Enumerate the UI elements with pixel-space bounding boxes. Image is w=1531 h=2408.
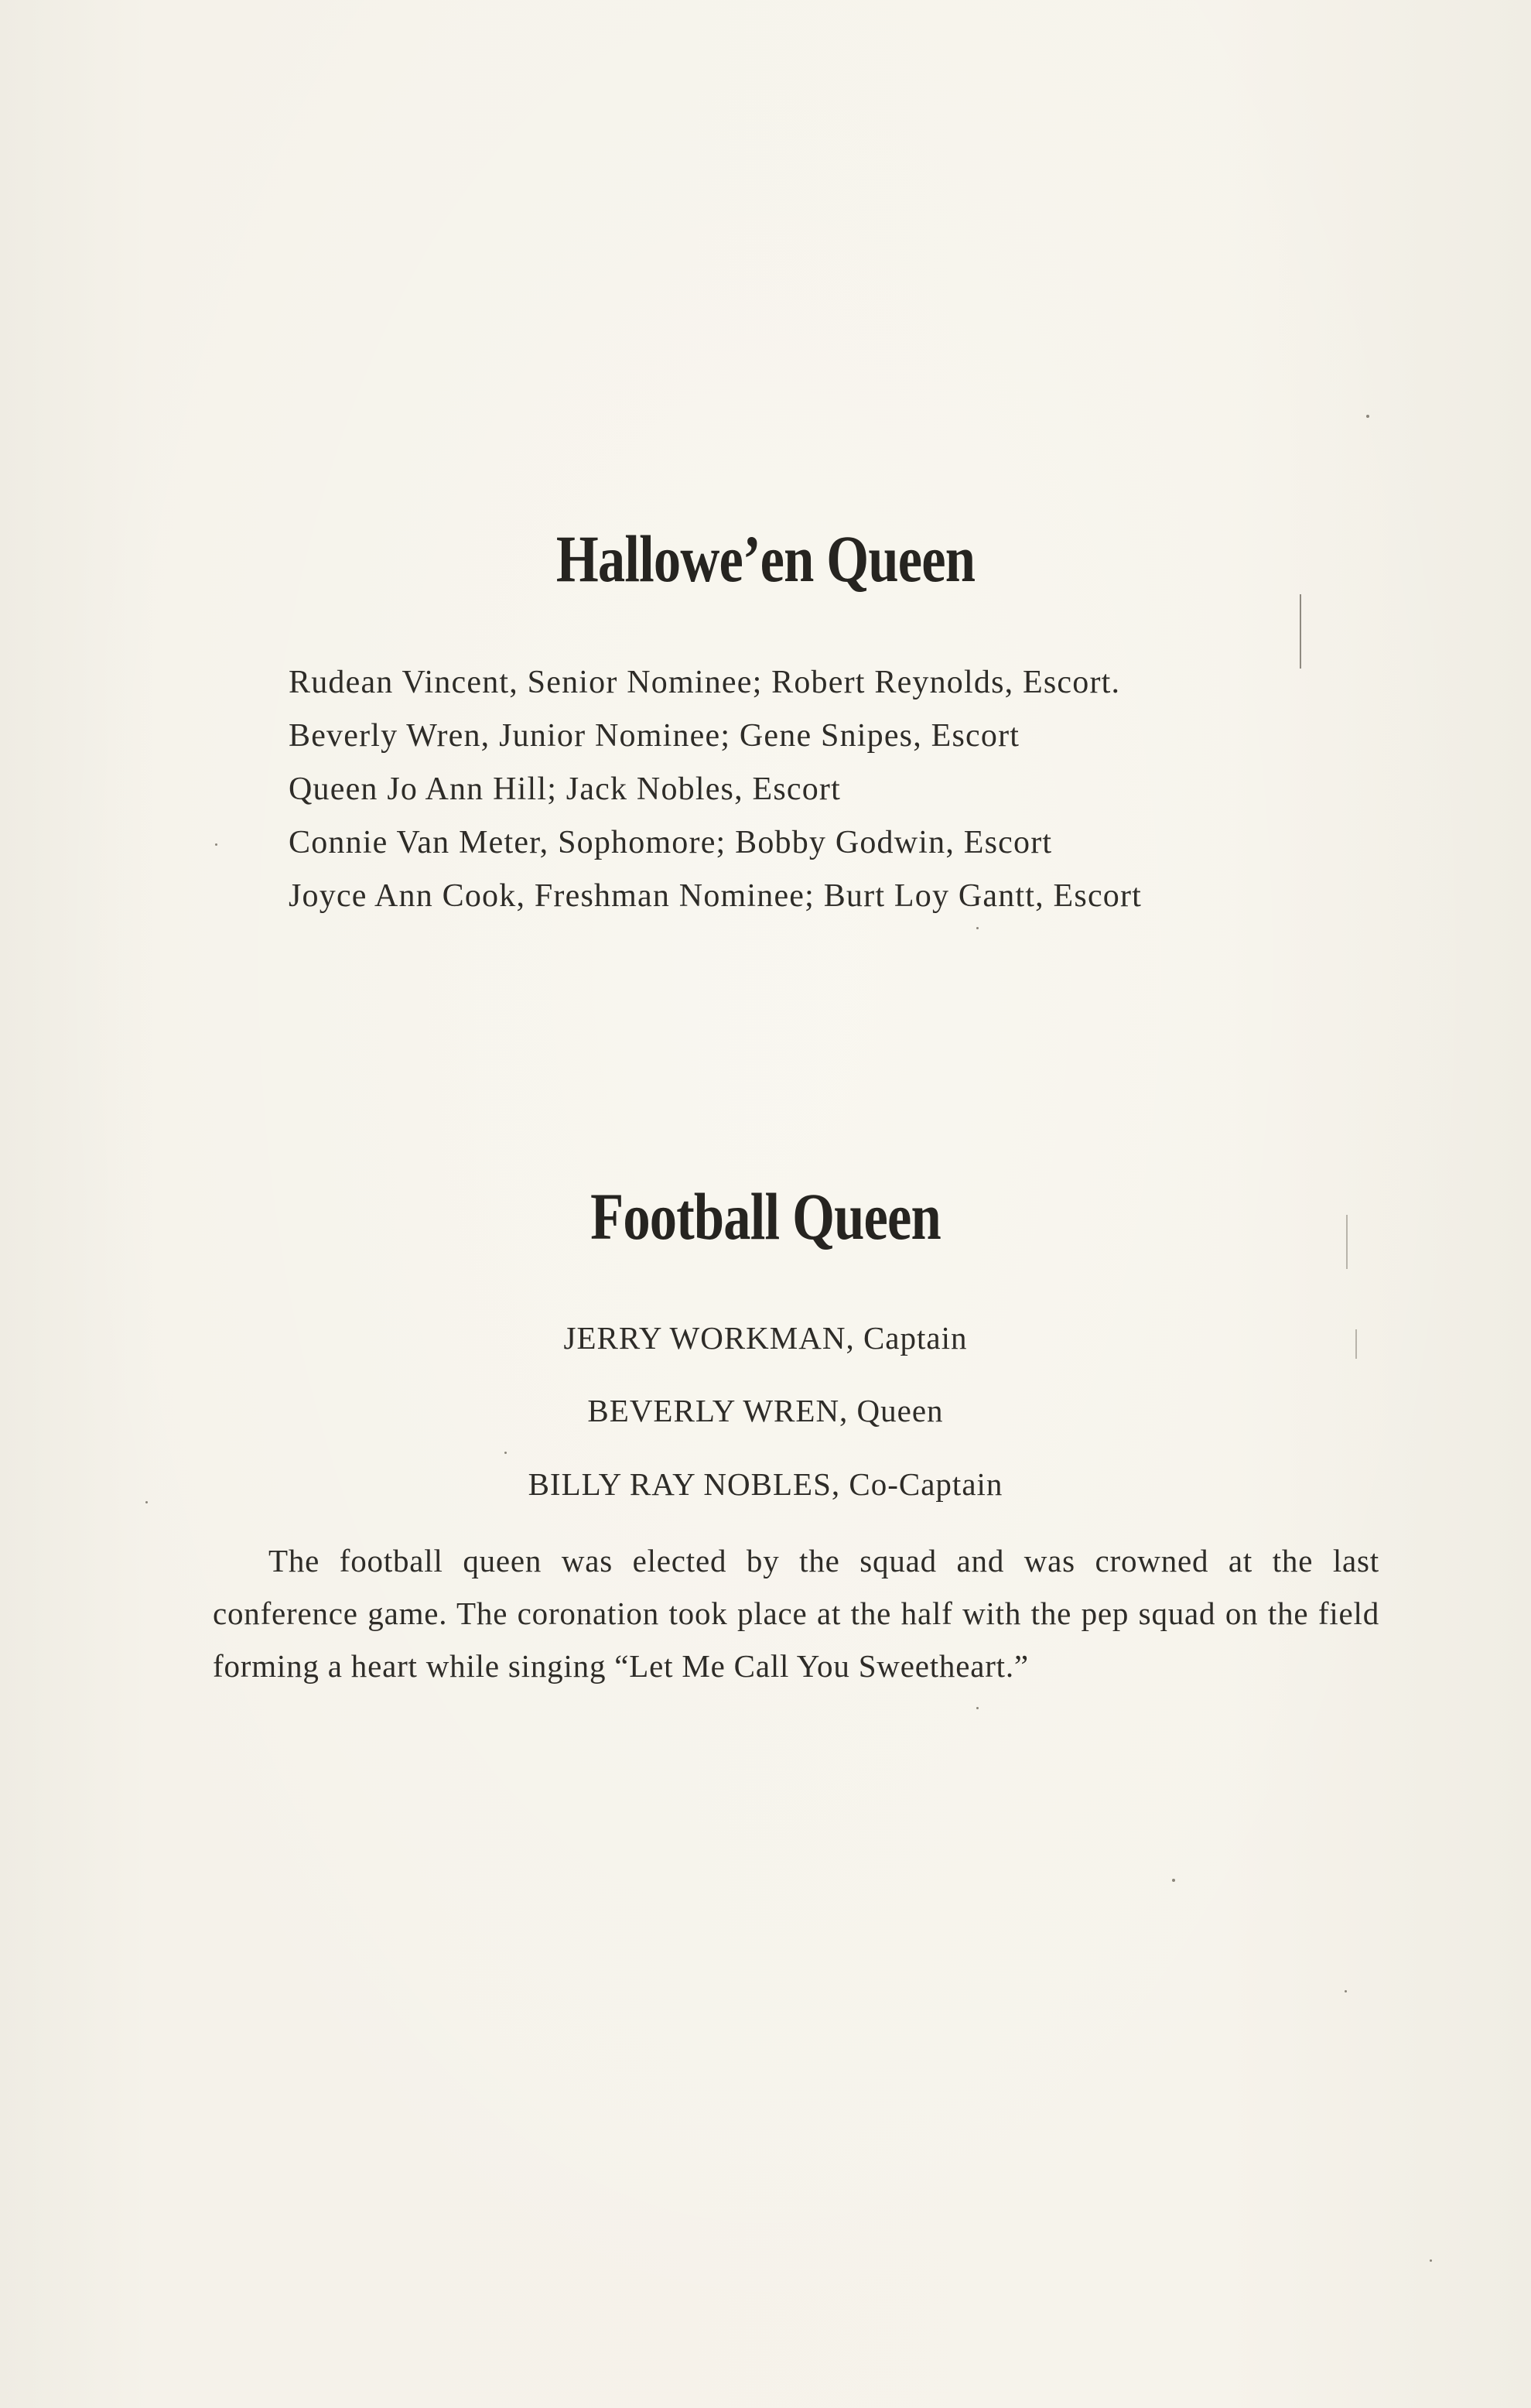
nominee-line: Connie Van Meter, Sophomore; Bobby Godwin, Escort <box>289 825 1053 860</box>
paper-mark <box>1300 594 1301 669</box>
football-queen-heading: Football Queen <box>590 1179 941 1254</box>
halloween-nominee-list <box>289 656 1142 923</box>
football-queen-description: The football queen was elected by the squad and was crowned at the last conference game. The coronation took place at the half with the pep squad on the field forming a heart while singing “Let Me Call You Sweetheart.” <box>213 1543 1379 1684</box>
court-queen-line: BEVERLY WREN, Queen <box>587 1393 944 1428</box>
nominee-line: Queen Jo Ann Hill; Jack Nobles, Escort <box>289 771 841 807</box>
paper-mark <box>1346 1215 1348 1269</box>
nominee-line: Rudean Vincent, Senior Nominee; Robert Reynolds, Escort. <box>289 665 1121 700</box>
court-captain-line: JERRY WORKMAN, Captain <box>563 1320 968 1356</box>
halloween-queen-heading: Hallowe’en Queen <box>555 522 976 596</box>
court-cocaptain-line: BILLY RAY NOBLES, Co-Captain <box>528 1466 1003 1502</box>
nominee-line: Beverly Wren, Junior Nominee; Gene Snipes, Escort <box>289 718 1020 754</box>
paper-mark <box>1355 1329 1357 1359</box>
nominee-line: Joyce Ann Cook, Freshman Nominee; Burt Loy Gantt, Escort <box>289 878 1143 914</box>
